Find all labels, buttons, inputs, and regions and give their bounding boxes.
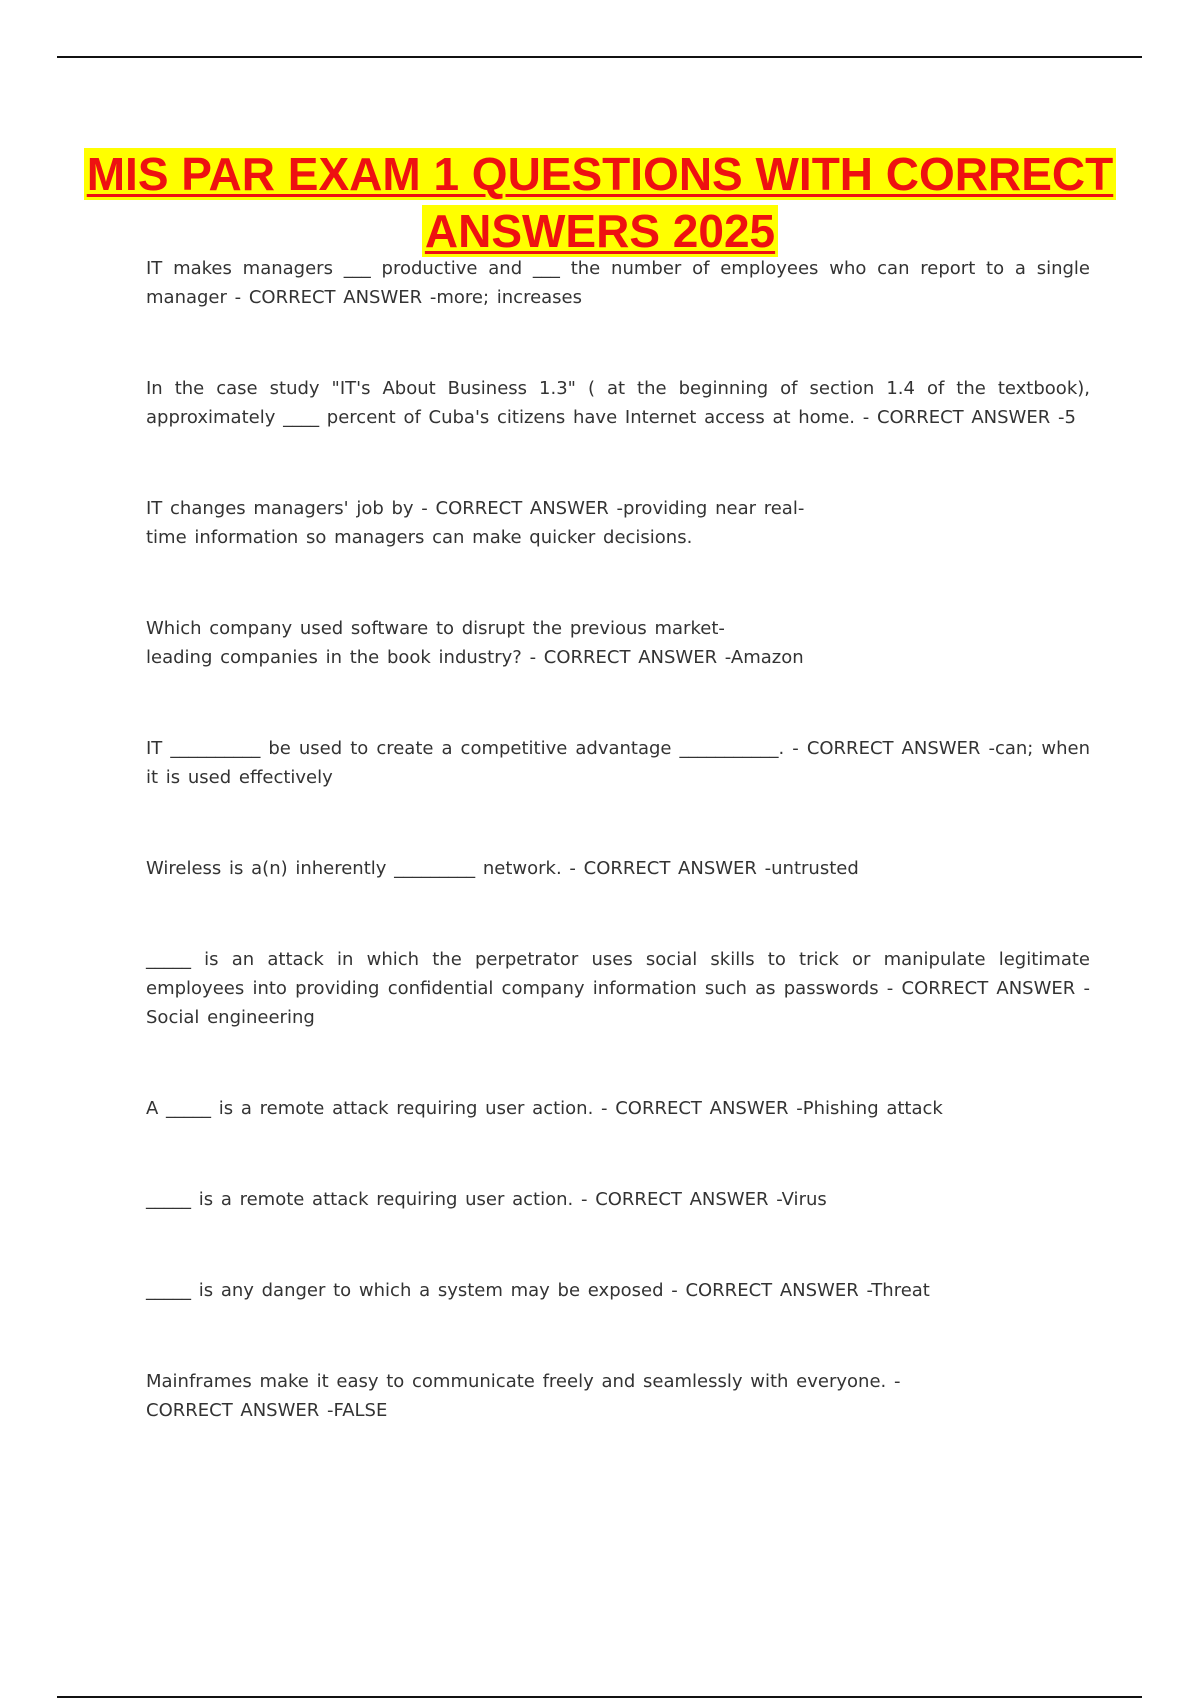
qa-item: IT changes managers' job by - CORRECT ANSWER -providing near real- time information so managers can make quicker decisions.: [146, 498, 805, 548]
question-list: [146, 254, 1090, 1425]
qa-item: _____ is any danger to which a system may be exposed - CORRECT ANSWER -Threat: [146, 1280, 930, 1301]
qa-item: IT makes managers ___ productive and ___ the number of employees who can report to a single manager - CORRECT ANSWER -more; increases: [146, 258, 1090, 308]
bottom-rule: [57, 1696, 1142, 1698]
title-block: [0, 146, 1200, 260]
top-rule: [57, 56, 1142, 58]
qa-item: Which company used software to disrupt the previous market- leading companies in the book industry? - CORRECT ANSWER -Amazon: [146, 618, 804, 668]
qa-item: A _____ is a remote attack requiring user action. - CORRECT ANSWER -Phishing attack: [146, 1098, 943, 1119]
qa-item: _____ is an attack in which the perpetrator uses social skills to trick or manipulate legitimate employees into providing confidential company information such as passwords - CORRECT ANSWER -Social engineering: [146, 949, 1090, 1028]
document-title: MIS PAR EXAM 1 QUESTIONS WITH CORRECT ANSWERS 2025: [84, 148, 1117, 257]
qa-item: _____ is a remote attack requiring user action. - CORRECT ANSWER -Virus: [146, 1189, 827, 1210]
qa-item: Wireless is a(n) inherently _________ network. - CORRECT ANSWER -untrusted: [146, 858, 859, 879]
qa-item: In the case study "IT's About Business 1.3" ( at the beginning of section 1.4 of the textbook), approximately ____ percent of Cuba's citizens have Internet access at home. - CORRECT ANSWER -5: [146, 378, 1090, 428]
qa-item: IT __________ be used to create a competitive advantage ___________. - CORRECT ANSWER -can; when it is used effectively: [146, 738, 1090, 788]
qa-item: Mainframes make it easy to communicate freely and seamlessly with everyone. - CORRECT ANSWER -FALSE: [146, 1371, 901, 1421]
